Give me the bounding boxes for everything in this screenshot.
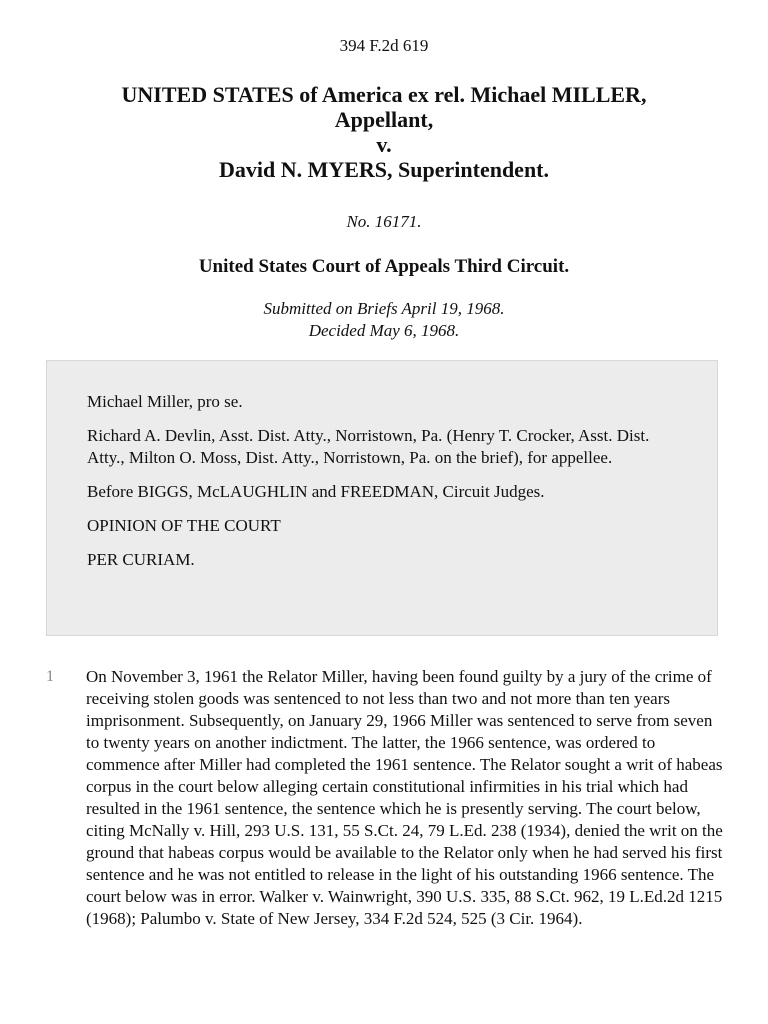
opinion-heading: OPINION OF THE COURT — [87, 516, 281, 535]
case-caption — [0, 82, 768, 182]
decided-date: Decided May 6, 1968. — [308, 321, 460, 340]
submitted-date: Submitted on Briefs April 19, 1968. — [263, 299, 505, 318]
appellant-counsel: Michael Miller, pro se. — [87, 392, 243, 411]
caption-respondent: David N. MYERS, Superintendent. — [218, 157, 550, 182]
counsel-panel — [46, 360, 718, 636]
appellee-counsel: Richard A. Devlin, Asst. Dist. Atty., Norristown, Pa. (Henry T. Crocker, Asst. Dist. Atty., Milton O. Moss, Dist. Atty., Norristown, Pa. on the brief), for appellee. — [87, 426, 650, 467]
paragraph-text: On November 3, 1961 the Relator Miller, having been found guilty by a jury of the crime of receiving stolen goods was sentenced to not less than two and not more than ten years imprisonment. Subsequently, on January 29, 1966 Miller was sentenced to serve from seven to twenty years on another indictment. The latter, the 1966 sentence, was ordered to commence after Miller had completed the 1961 sentence. The Relator sought a writ of habeas corpus in the court below alleging certain constitutional infirmities in his trial which had resulted in the 1961 sentence, the sentence which he is presently serving. The court below, citing McNally v. Hill, 293 U.S. 131, 55 S.Ct. 24, 79 L.Ed. 238 (1934), denied the writ on the ground that habeas corpus would be available to the Relator only when he had served his first sentence and he was not entitled to release in the light of his outstanding 1966 sentence. The court below was in error. Walker v. Wainwright, 390 U.S. 335, 88 S.Ct. 962, 19 L.Ed.2d 1215 (1968); Palumbo v. State of New Jersey, 334 F.2d 524, 525 (3 Cir. 1964). — [86, 667, 723, 928]
per-curiam: PER CURIAM. — [87, 550, 195, 569]
court-name: United States Court of Appeals Third Circuit. — [198, 256, 570, 277]
caption-versus: v. — [376, 132, 392, 157]
bench-judges: Before BIGGS, McLAUGHLIN and FREEDMAN, Circuit Judges. — [87, 482, 545, 501]
case-citation: 394 F.2d 619 — [339, 36, 429, 55]
caption-relator: UNITED STATES of America ex rel. Michael MILLER, — [121, 82, 647, 107]
case-dates — [0, 298, 768, 342]
paragraph-number: 1 — [46, 668, 54, 685]
docket-number: No. 16171. — [346, 212, 422, 231]
caption-appellant: Appellant, — [334, 107, 434, 132]
